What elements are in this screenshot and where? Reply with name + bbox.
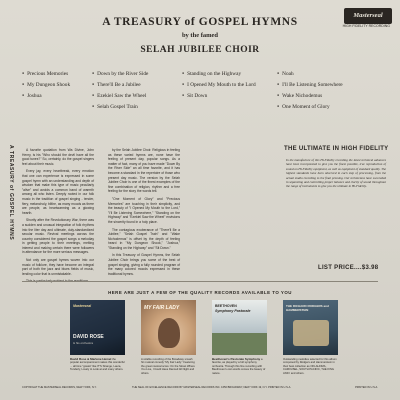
spine-title: A TREASURY of GOSPEL HYMNS: [8, 145, 14, 241]
record-cover: [212, 300, 267, 355]
copyright-text: COPYRIGHT THE MASTERSEAL RECORDS, NEW YORK, N.Y.: [22, 386, 97, 389]
track-item: ● Down by the River Side: [92, 68, 182, 79]
liner-paragraph: Not only are gospel hymns woven into our music of folklore, they have become an integral part of both the jazz and blues fields of music, lending color that is unmistakable.: [22, 258, 94, 276]
cover-label: BEETHOVEN: [215, 304, 237, 308]
record-caption: [141, 358, 196, 375]
records-heading: HERE ARE JUST A FEW OF THE QUALITY RECORDS AVAILABLE TO YOU: [108, 290, 292, 295]
track-item: ● Ezekiel Saw the Wheel: [92, 90, 182, 101]
track-item: ● Precious Memories: [22, 68, 92, 79]
list-price: LIST PRICE....$3.98: [318, 265, 379, 271]
record-item: [212, 300, 267, 375]
cover-title: MY FAIR LADY: [144, 305, 180, 311]
track-item: ● My Dungeon Shook: [22, 79, 92, 90]
liner-paragraph: The contagious exuberance of "There'll Be a Jubilee," "Selah Gospel Train" and "Wake Nichodemus" is offset by the depth of feeling heard in "My Dungeon Shook," "Joshua," "Standing on the Highway" and "Sit Down.": [108, 227, 180, 250]
track-item: ● Standing on the Highway: [182, 68, 277, 79]
track-item: ● There'll Be a Jubilee: [92, 79, 182, 90]
logo-subtitle: HIGH FIDELITY RECORDING: [342, 24, 390, 28]
cover-title: Symphony Pastorale: [215, 309, 251, 313]
album-subtitle: by the famed: [181, 32, 219, 39]
liner-paragraph: Every jay, every heartbreak, every emotion that one can experience is expressed in some gospel hymn with an understanding and depth of wisdom that make this type of music peculiarly "alive" and avoids a common band of warmth among all who listen. Deeply rooted in our folk music in the tradition of gospel singing - tender, fiery, melancholy, blithe, as many moods as there are people, as heartwarming as a glowing hearth.: [22, 169, 94, 215]
landscape-shape: [212, 333, 267, 355]
track-item: ● Wake Nichodemus: [277, 90, 365, 101]
track-item: ● I'll Be Listening Somewhere: [277, 79, 365, 90]
record-caption: [212, 358, 267, 375]
album-title: A TREASURY of GOSPEL HYMNS: [102, 16, 298, 28]
track-column: [182, 68, 277, 112]
track-item: ● Noah: [277, 68, 365, 79]
liner-paragraph: This is particularly evident in the renditions: [26, 279, 89, 284]
record-caption-title: Beethoven's Pastorale Symphony: [212, 357, 261, 361]
record-item: [283, 300, 338, 375]
portrait-shape: [158, 318, 180, 348]
record-caption-text: A sizable recording of the Broadway smash hit musical comedy "My Fair Lady." Featuring the great musical score: On the Street Where You Live, I Could Have Danced All Night and others.: [141, 358, 195, 375]
hifi-description: In the manufacture of this Hi-Fidelity recording the latest technical advances have been incorporated to give you the finest possible, true reproduction of sound on Hi-Fidelity equipment, as well as equipment of standard quality. The highest standards have been observed in each step of processing, from the actual studio recording to the final pressing. Our technicians have succeeded in separating and controlling proper balance and clarity of sound throughout the range of instruments to give you the ultimate in Hi-Fidelity.: [286, 158, 387, 189]
record-caption-text: a favorite, as played by a full symphony orchestra. Through this fine recording with Beethoven's own words comes the beauty of nature.: [212, 358, 266, 375]
masterseal-logo: Masterseal: [344, 8, 392, 24]
liner-paragraph: In this Treasury of Gospel Hymns, the Selah Jubilee Choir brings you some of the best of gospel singing, giving a fully rounded program of the many colored moods expressed in these traditional hymns.: [108, 253, 180, 276]
publisher-text: THE SEAL OF EXCELLENCE RECORD BY MASTERSEAL RECORDS INC. 1650 BROADWAY, NEW YORK 19, N.Y. PRINTED IN U.S.A.: [132, 386, 292, 389]
illustration-shape: [293, 320, 329, 346]
track-column: [92, 68, 182, 112]
record-cover: [70, 300, 125, 355]
track-column: [277, 68, 365, 112]
record-cover: [141, 300, 196, 355]
record-caption-text: Outstanding melodies selected for this album composed by Rodgers and Hammerstein in their best collection as OKLAHOMA, CAROUSEL, SOUTH PACIFIC, THE KING AND I and others.: [283, 358, 337, 375]
track-item: ● Sit Down: [182, 90, 277, 101]
track-column: [22, 68, 92, 112]
track-item: ● I Opened My Mouth to the Lord: [182, 79, 277, 90]
liner-notes-column-1: [22, 148, 94, 287]
cover-title: THE RICHARD RODGERS and HAMMERSTEIN: [286, 304, 329, 312]
track-item: ● Selah Gospel Train: [92, 101, 182, 112]
record-caption: [283, 358, 338, 375]
cover-label: Masterseal: [73, 304, 92, 308]
cover-subtitle: & his orchestra: [73, 341, 94, 345]
track-list: [22, 68, 398, 112]
record-cover: [283, 300, 338, 355]
liner-paragraph: Shortly after the Revolutionary War, there was a sudden and unusual integration of folk rhythms into the liter day and ultimate, duly-standardized secular music. Revival meetings across the country considered the gospel songs a melodiay in getting people to their meetings, melting interest and making certain there were followers in attendance for the more serious messages.: [22, 218, 94, 255]
record-item: [70, 300, 125, 375]
artist-name: SELAH JUBILEE CHOIR: [140, 45, 260, 55]
records-row: [70, 300, 370, 375]
record-caption-text: the popular accompaniment makes this wonderful ... all time "greats" like IT'S Strange, Laura, Tenderly, Lovely to Look at and many others.: [70, 358, 125, 372]
liner-notes-column-2: [108, 148, 180, 279]
liner-paragraph: "One Moment of Glory" and "Precious Memories" are touching in their simplicity, and the beauty of "I Opened My Mouth to the Lord," "I'll Be Listening Somewhere," "Standing on the Highway" and "Ezekiel Saw the Wheel" envisions the sincerity found in a holy place.: [108, 196, 180, 224]
record-caption-title: David Rose & Marlene Hemel: [70, 357, 112, 361]
liner-paragraph: by the Selah Jubilee Choir. Religious in feeling as these varied hymns are, none have the feeling of present day, popular songs. As a matter of fact, many of you have made "Down By the River Side" an all time favorite, and it has become a standard in the repertoire of those who present day music. The version by the Selah Jubilee Choir is one of the finest examples of the fine combination of religion, rhythm and a free feeling for the story the words tell.: [108, 148, 180, 194]
printed-text: PRINTED IN U.S.A.: [355, 386, 378, 389]
track-item: ● Joshua: [22, 90, 92, 101]
track-item: ● One Moment of Glory: [277, 101, 365, 112]
hifi-heading: THE ULTIMATE IN HIGH FIDELITY: [284, 146, 389, 152]
cover-title: DAVID ROSE: [73, 334, 104, 340]
record-caption: [70, 358, 125, 372]
record-item: [141, 300, 196, 375]
liner-paragraph: A favorite quotation from Wa Divine, John Henry, is his "Who should the devil have all the good tunes?" So, certainly, do the gospel singers feel about their music.: [22, 148, 94, 166]
section-divider: [22, 281, 378, 282]
